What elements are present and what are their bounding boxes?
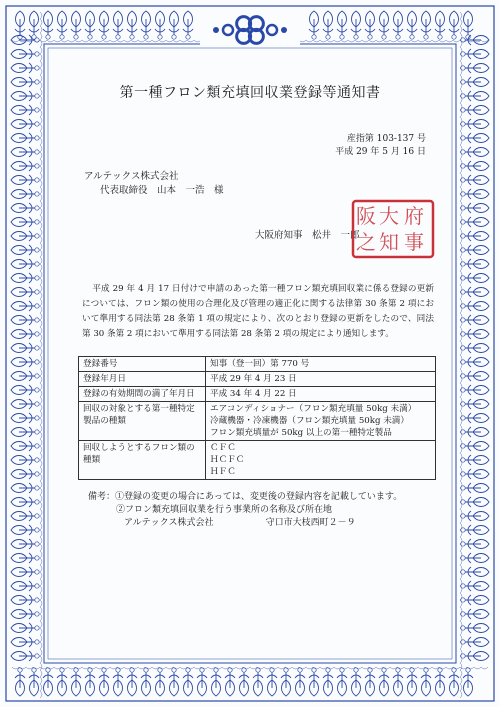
row-label: 登録年月日: [79, 372, 206, 387]
registration-table: [78, 356, 436, 480]
issuer-name: 大阪府知事 松井 一郎: [255, 230, 360, 241]
svg-text:阪: 阪: [356, 204, 376, 228]
document-title: 第一種フロン類充填回収業登録等通知書: [119, 85, 381, 101]
row-value-line: 知事（登一回）第 770 号: [210, 359, 310, 369]
recipient-company: アルテックス株式会社: [84, 171, 179, 182]
table-row: [79, 387, 436, 402]
row-value: [206, 372, 436, 387]
row-value: [206, 441, 436, 480]
recipient-person: 代表取締役 山本 一浩 様: [100, 185, 224, 196]
row-value: [206, 402, 436, 441]
table-row: [79, 402, 436, 441]
remarks-section: [88, 491, 402, 530]
remarks-line-2: ②フロン類充填回収業を行う事業所の名称及び所在地: [116, 505, 333, 515]
table-row: [79, 357, 436, 372]
row-value-line: ＨＦＣ: [210, 467, 236, 477]
svg-text:府: 府: [404, 204, 424, 228]
remarks-prefix: 備考：: [88, 492, 116, 502]
svg-text:知: 知: [379, 230, 399, 254]
svg-text:大: 大: [379, 204, 399, 228]
office-name: アルテックス株式会社: [124, 518, 214, 528]
row-label: 登録番号: [79, 357, 206, 372]
table-row: [79, 441, 436, 480]
document-date: 平成 29 年 5 月 16 日: [335, 147, 426, 157]
notification-body: 平成 29 年 4 月 17 日付けで申請のあった第一種フロン類充填回収業に係る登録の更新については、フロン類の使用の合理化及び管理の適正化に関する法律第 30 条第 2 項において準用する同法第 28 条第 1 項の規定により、次のとおり登録の更新をしたので、同法第 30 条第 2 項において準用する同法第 28 条第 2 項の規定により通知します。: [82, 284, 434, 339]
row-label: 回収の対象とする第一種特定製品の種類: [79, 402, 206, 441]
row-value-line: 平成 29 年 4 月 23 日: [210, 374, 297, 384]
row-value-line: 冷蔵機器・冷凍機器（フロン類充填量 50kg 未満）: [210, 416, 409, 426]
row-label: 登録の有効期間の満了年月日: [79, 387, 206, 402]
row-value-line: 平成 34 年 4 月 22 日: [210, 389, 297, 399]
row-value-line: ＨＣＦＣ: [210, 455, 245, 465]
row-value-line: エアコンディショナー（フロン類充填量 50kg 未満）: [210, 404, 417, 414]
official-seal-stamp: [350, 198, 436, 260]
document-header: [335, 133, 426, 159]
row-value-line: フロン類充填量が 50kg 以上の第一種特定製品: [210, 428, 392, 438]
table-row: [79, 372, 436, 387]
svg-text:事: 事: [404, 230, 424, 254]
row-value: [206, 387, 436, 402]
row-value-line: ＣＦＣ: [210, 443, 236, 453]
svg-text:之: 之: [356, 230, 376, 254]
office-address: 守口市大枝西町２－９: [265, 518, 356, 528]
document-number: 産指第 103-137 号: [346, 134, 426, 144]
row-label: 回収しようとするフロン類の種類: [79, 441, 206, 480]
row-value: [206, 357, 436, 372]
remarks-line-1: ①登録の変更の場合にあっては、変更後の登録内容を記載しています。: [115, 492, 403, 502]
